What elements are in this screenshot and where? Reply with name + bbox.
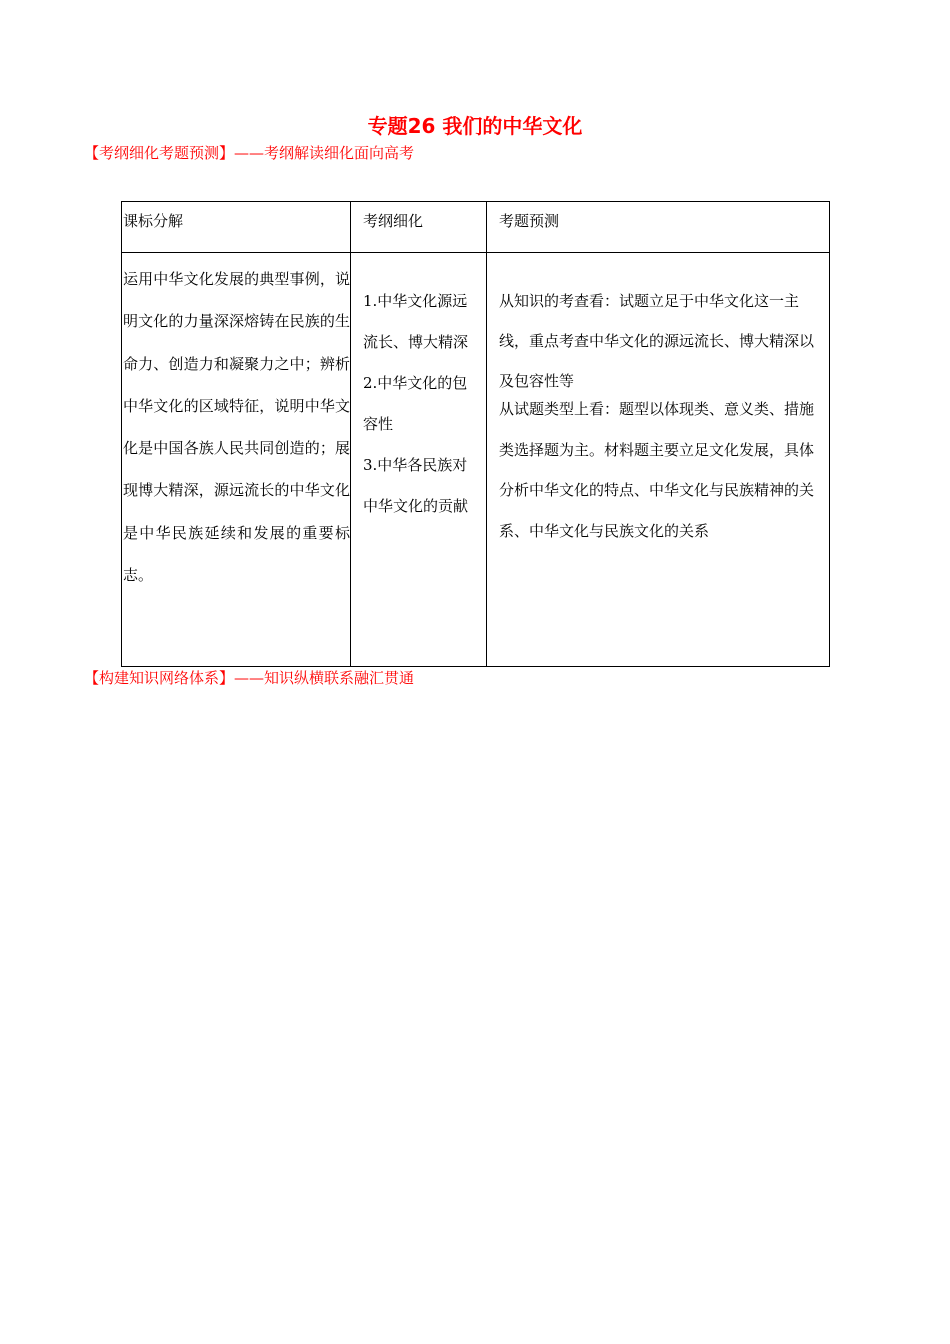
header-cell-prediction: 考题预测	[487, 202, 830, 253]
prediction-paragraph: 从试题类型上看：题型以体现类、意义类、措施类选择题为主。材料题主要立足文化发展，具体分析中华文化的特点、中华文化与民族精神的关系、中华文化与民族文化的关系	[499, 400, 815, 540]
header-cell-outline: 考纲细化	[351, 202, 487, 253]
page-title: 专题26 我们的中华文化	[367, 114, 583, 138]
outline-item: 2.中华文化的包容性	[363, 374, 468, 433]
section-heading-outline: 【考纲细化考题预测】——考纲解读细化面向高考	[84, 144, 415, 162]
standard-breakdown-text: 运用中华文化发展的典型事例，说明文化的力量深深熔铸在民族的生命力、创造力和凝聚力之中；辨析中华文化的区域特征，说明中华文化是中国各族人民共同创造的；展现博大精深，源远流长的中华文化是中华民族延续和发展的重要标志。	[123, 270, 350, 585]
table-row	[122, 253, 830, 667]
table-header-row	[122, 202, 830, 253]
outline-table	[121, 201, 830, 667]
section-heading-network: 【构建知识网络体系】——知识纵横联系融汇贯通	[84, 669, 415, 687]
header-cell-standard: 课标分解	[122, 202, 351, 253]
outline-detail-cell	[351, 253, 487, 667]
outline-item: 1.中华文化源远流长、博大精深	[363, 292, 469, 351]
standard-breakdown-cell	[122, 253, 351, 667]
outline-item: 3.中华各民族对中华文化的贡献	[363, 456, 469, 515]
exam-prediction-cell	[487, 253, 830, 667]
prediction-paragraph: 从知识的考查看：试题立足于中华文化这一主线，重点考查中华文化的源远流长、博大精深以及包容性等	[499, 292, 815, 390]
